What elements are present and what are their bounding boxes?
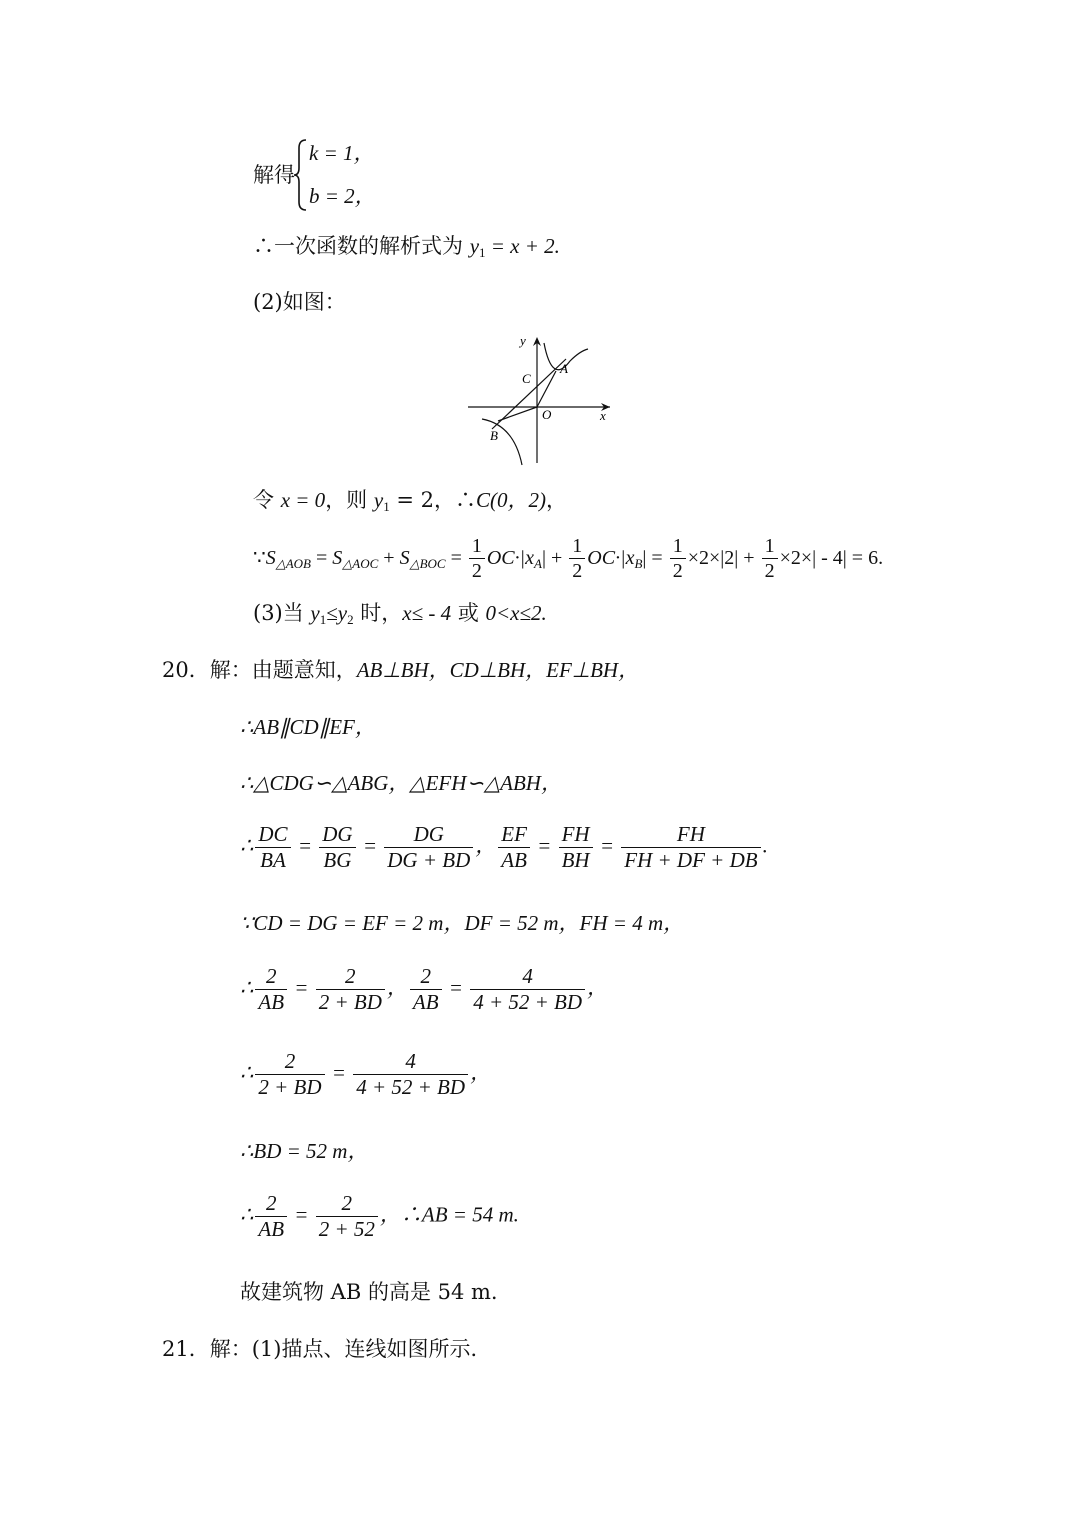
denominator: 2 + 52	[318, 1217, 375, 1241]
denominator: AB	[501, 848, 527, 872]
equals: =	[531, 833, 557, 858]
numerator: 2	[410, 966, 442, 990]
fraction	[319, 824, 355, 871]
result: = 6.	[846, 547, 884, 569]
numerator: DC	[255, 824, 290, 848]
fraction	[316, 966, 385, 1013]
fraction	[384, 824, 473, 871]
var-y: y	[469, 234, 480, 258]
comma: ，	[587, 975, 609, 1000]
q20-bd-result: ∴BD = 52 m，	[240, 1139, 369, 1163]
equals: =	[289, 1202, 314, 1227]
fraction	[559, 824, 593, 871]
denominator: BH	[561, 848, 590, 872]
product-term: ×2×	[779, 547, 813, 569]
fraction	[410, 966, 442, 1013]
q21-head: 21．解：(1)描点、连线如图所示．	[162, 1337, 492, 1361]
sub-1: 1	[319, 612, 327, 627]
numerator: EF	[498, 824, 530, 848]
because-symbol: ∵	[253, 545, 266, 569]
text-eq2: = 2，∴	[389, 488, 477, 512]
solve-label: 解得	[253, 163, 295, 187]
fraction	[255, 824, 290, 871]
S-AOC: S	[332, 547, 343, 569]
numerator: 2	[255, 1051, 324, 1075]
fraction-half	[569, 536, 585, 581]
condition-1: x≤ - 4	[402, 601, 452, 625]
part3-line	[253, 603, 547, 626]
term-oc-xb: OC·|x	[587, 547, 635, 569]
text-ling: 令	[253, 488, 281, 512]
label-A: A	[560, 361, 568, 376]
fraction-half	[670, 536, 686, 581]
point-C-line	[253, 490, 567, 513]
denominator: BA	[260, 848, 286, 872]
label-C: C	[522, 371, 531, 386]
sub-1: 1	[383, 499, 390, 514]
label-O: O	[542, 407, 552, 422]
numerator: 4	[353, 1051, 468, 1075]
q20-ab-line	[240, 1193, 519, 1240]
plus: +	[546, 547, 568, 569]
denominator: 2	[572, 560, 583, 582]
numerator: FH	[621, 824, 760, 848]
denominator: BG	[323, 848, 352, 872]
denominator: 2 + BD	[258, 1075, 322, 1099]
fraction	[498, 824, 530, 871]
part3-prefix: (3)当	[253, 601, 311, 625]
q20-conclusion: 故建筑物 AB 的高是 54 m.	[240, 1280, 498, 1304]
product-term: ×2×|2|	[687, 547, 739, 569]
numerator: FH	[559, 824, 593, 848]
condition-2: 0<x≤2.	[485, 601, 547, 625]
text-or: 或	[451, 601, 486, 625]
comma: ，	[379, 1202, 401, 1227]
comma: ，	[386, 975, 408, 1000]
q20-parallel: ∴AB∥CD∥EF，	[240, 715, 376, 739]
therefore-symbol: ∴	[240, 1202, 254, 1227]
q20-head-line	[162, 660, 639, 681]
label-y: y	[520, 333, 526, 348]
numerator: DG	[384, 824, 473, 848]
sub-2: 2	[347, 612, 354, 627]
denominator: 2	[672, 560, 683, 582]
linear-prefix: ∴一次函数的解析式为	[253, 234, 470, 258]
plus: +	[738, 547, 760, 569]
abs-minus-4: | - 4|	[812, 547, 847, 569]
therefore-symbol: ∴	[240, 1060, 254, 1085]
abs-bar: |	[642, 547, 647, 569]
numerator: 2	[255, 1193, 287, 1217]
text-ze: ，则	[325, 488, 374, 512]
fraction-half	[469, 536, 485, 581]
sub-B: B	[634, 556, 643, 571]
denominator: DG + BD	[387, 848, 471, 872]
fraction-half	[762, 536, 778, 581]
var-y2: y	[337, 601, 348, 625]
area-line	[253, 536, 883, 581]
numerator: 2	[316, 1193, 378, 1217]
equals: =	[326, 1060, 352, 1085]
equals: =	[646, 547, 668, 569]
fraction	[353, 1051, 468, 1098]
comma: ，	[546, 488, 568, 512]
part2-label: (2)如图：	[253, 290, 346, 314]
fraction	[470, 966, 585, 1013]
plus: +	[378, 547, 400, 569]
equals: =	[292, 833, 318, 858]
numerator: 1	[569, 536, 585, 559]
numerator: 1	[670, 536, 686, 559]
point-C: C(0，2)	[476, 488, 547, 512]
equation-b: b = 2，	[309, 184, 376, 208]
x-equals-0: x = 0	[280, 488, 326, 512]
denominator: 4 + 52 + BD	[356, 1075, 466, 1099]
fraction	[316, 1193, 378, 1240]
fraction	[621, 824, 760, 871]
text-shi: 时，	[353, 601, 403, 625]
q20-similar: ∴△CDG∽△ABG，△EFH∽△ABH，	[240, 771, 562, 795]
le-symbol: ≤	[326, 601, 338, 625]
S-BOC: S	[399, 547, 410, 569]
therefore-symbol: ∴	[240, 975, 254, 1000]
sub-AOB: △AOB	[275, 556, 312, 571]
label-B: B	[490, 428, 498, 443]
denominator: AB	[258, 1217, 285, 1241]
equals: =	[445, 547, 467, 569]
equals: =	[443, 975, 469, 1000]
numerator: 4	[470, 966, 585, 990]
equals: =	[289, 975, 314, 1000]
denominator: AB	[258, 990, 285, 1014]
denominator: FH + DF + DB	[624, 848, 758, 872]
perpendicular-relations: AB⊥BH，CD⊥BH，EF⊥BH，	[356, 658, 640, 682]
var-y1: y	[373, 488, 384, 512]
abs-bar: |	[541, 547, 546, 569]
fraction	[255, 966, 287, 1013]
fraction	[255, 1051, 324, 1098]
denominator: 2	[471, 560, 482, 582]
linear-function-line	[253, 236, 560, 259]
sub-A: A	[534, 556, 542, 571]
linear-function-line-graph	[492, 359, 566, 429]
numerator: 2	[316, 966, 385, 990]
term-oc-xa: OC·|x	[486, 547, 535, 569]
denominator: 4 + 52 + BD	[473, 990, 583, 1014]
denominator: AB	[412, 990, 439, 1014]
q20-substitute-line	[240, 966, 608, 1013]
sub-1: 1	[479, 245, 486, 260]
equals: =	[594, 833, 620, 858]
denominator: 2	[764, 560, 775, 582]
sub-BOC: △BOC	[409, 556, 446, 571]
comma: ，	[470, 1060, 492, 1085]
segment-OB	[498, 407, 537, 421]
denominator: 2 + BD	[318, 990, 382, 1014]
equals: =	[357, 833, 383, 858]
ab-result: ∴AB = 54 m.	[400, 1202, 519, 1227]
therefore-symbol: ∴	[240, 833, 254, 858]
fraction	[255, 1193, 287, 1240]
period: .	[762, 833, 768, 858]
equation-k: k = 1，	[309, 141, 375, 165]
hyperbola-lower-branch	[482, 419, 522, 465]
numerator: 1	[762, 536, 778, 559]
q20-given-lengths: ∵CD = DG = EF = 2 m，DF = 52 m，FH = 4 m，	[240, 911, 685, 935]
label-x: x	[600, 408, 606, 423]
sub-AOC: △AOC	[342, 556, 379, 571]
segment-OA	[537, 371, 556, 407]
function-graph-figure	[462, 333, 617, 468]
equals: =	[311, 547, 333, 569]
comma: ，	[475, 833, 497, 858]
S-AOB: S	[265, 547, 276, 569]
numerator: 2	[255, 966, 287, 990]
numerator: DG	[319, 824, 355, 848]
var-y1: y	[310, 601, 320, 625]
q20-ratio-line	[240, 824, 768, 871]
q20-equation-line	[240, 1051, 491, 1098]
numerator: 1	[469, 536, 485, 559]
linear-rest: = x + 2.	[485, 234, 560, 258]
q20-head: 20．解：由题意知，	[162, 658, 357, 682]
system-brace	[293, 138, 309, 212]
